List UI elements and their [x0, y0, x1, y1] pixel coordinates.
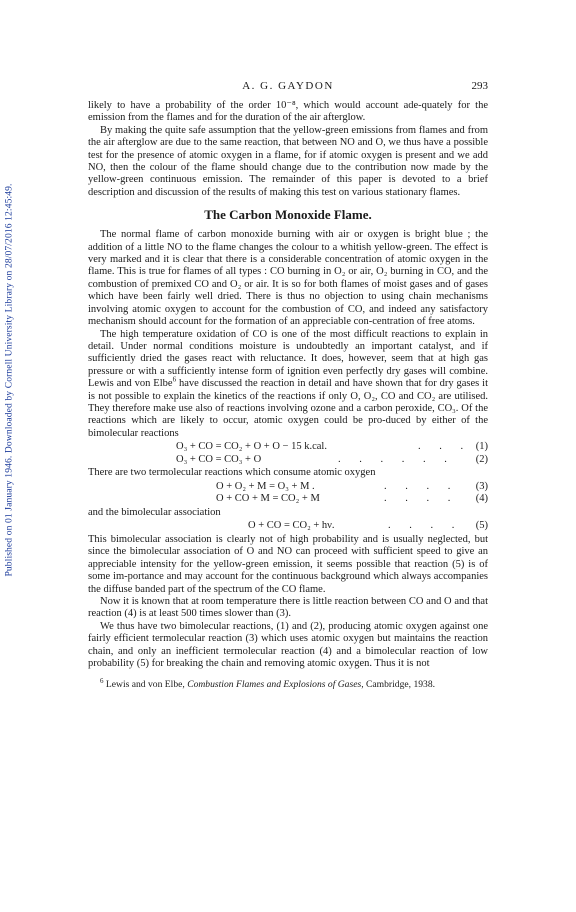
paragraph: By making the quite safe assumption that the yellow-green emissions from flames and from the air afterglow are due to the same reaction, that between NO and O, we thus have a possible test for the presence of atomic oxygen in a flame, for if atomic oxygen is present and we add NO, then the colour of the flame should change due to the contribution now made by the yellow-green continuous emission. The remainder of this paper is devoted to a brief description and discussion of the results of making this test on various stationary flames. [88, 124, 488, 198]
equation [88, 441, 488, 454]
running-head-author: A. G. GAYDON [242, 80, 334, 92]
footnote-marker: 6 [100, 677, 104, 686]
paragraph-text: have discussed the reaction in detail and have shown that for dry gases it is not possible to explain the kinetics of the reactions if only O, O₂, CO and CO₂ are utilised. They therefore make use also of reactions involving ozone and a carbon peroxide, CO₃. Of the reactions which are likely to occur, atomic oxygen could be pro-duced by either of the bimolecular reactions [88, 378, 488, 439]
download-notice-text: Published on 01 January 1946. Downloaded by Cornell University Library on 28/07/2016 12:45:49. [3, 183, 15, 577]
equation-leader: . . . . [384, 480, 459, 492]
equation-number: (2) [475, 453, 488, 465]
equation-leader: . . . . . . [338, 453, 455, 465]
equation-group [88, 441, 488, 466]
equation-leader: . . . [418, 441, 472, 453]
equation-formula: O + CO + M = CO₂ + M [216, 493, 320, 505]
paragraph: likely to have a probability of the order 10⁻⁸, which would account ade-quately for the emission from the flames and for the duration of the air afterglow. [88, 100, 488, 124]
download-notice [2, 120, 16, 640]
equation-number: (3) [475, 480, 488, 492]
equation [88, 454, 488, 467]
footnote-rest: Cambridge, 1938. [366, 679, 436, 691]
paragraph: There are two termolecular reactions which consume atomic oxygen [88, 467, 376, 479]
paragraph: This bimolecular association is clearly not of high probability and is usually neglected, but since the bimolecular association of O and NO can proceed with sufficient speed to give an appreciable intensity for the yellow-green emission, it seems possible that reaction (5) is of some im-portance and may account for the continuous background which always accompanies the diffuse banded part of the spectrum of the CO flame. [88, 533, 488, 595]
paper-page [88, 80, 488, 691]
footnote [88, 676, 488, 691]
footnote-authors: Lewis and von Elbe, [105, 679, 185, 691]
paragraph: The normal flame of carbon monoxide burning with air or oxygen is bright blue ; the addition of a little NO to the flame changes the colour to a whitish yellow-green. The effect is very marked and it is clear that there is a considerable concentration of atomic oxygen in the flame. This is true for flames of all types : CO burning in O₂ or air, O₂ burning in CO, and the combustion of premixed CO and O₂ or air. It is so for both flames of moist gases and of gases which have been fairly well dried. There is thus no objection to using chain mechanisms involving atomic oxygen to account for the combustion of CO, and indeed any satisfactory mechanism should account for the formation of an appreciable con-centration of free atoms. [88, 229, 488, 328]
equation-group [88, 520, 488, 533]
equation-formula: O + CO = CO₂ + hν. [248, 520, 335, 532]
footnote-ref: 6 [172, 375, 177, 384]
paragraph: We thus have two bimolecular reactions, (1) and (2), producing atomic oxygen against one fairly efficient termolecular reaction (3) which uses atomic oxygen but maintains the reaction chain, and only an inefficient termolecular reaction (4) and a bimolecular reaction of low probability (5) for breaking the chain and removing atomic oxygen. Thus it is not [88, 620, 488, 669]
footnote-title: Combustion Flames and Explosions of Gases, [187, 679, 364, 691]
equation-number: (1) [475, 441, 488, 453]
section-title: The Carbon Monoxide Flame. [204, 207, 372, 223]
equation [88, 520, 488, 533]
equation-formula: O + O₂ + M = O₃ + M . [216, 480, 315, 492]
paragraph: and the bimolecular association [88, 506, 221, 518]
paragraph [88, 329, 488, 441]
paragraph-text: The high temperature oxidation of CO is one of the most difficult reactions to explain in detail. Under normal conditions moisture is undoubtedly an important catalyst, and if sufficiently dried the gases react with reluctance. It does, however, seem that at high gas pressure or with a sufficiently intense form of ignition even perfectly dry gases will combine. Lewis and von Elbe [88, 328, 488, 390]
equation [88, 481, 488, 494]
equation-formula: O₃ + CO = CO₃ + O [176, 453, 262, 465]
page-number: 293 [471, 80, 488, 92]
equation-number: (5) [475, 520, 488, 532]
paragraph: Now it is known that at room temperature there is little reaction between CO and O and that reaction (4) is at least 500 times slower than (3). [88, 595, 488, 620]
running-head [88, 80, 488, 100]
equation-number: (4) [475, 493, 488, 505]
equation-leader: . . . . [384, 493, 459, 505]
equation-leader: . . . . [388, 520, 463, 532]
equation-formula: O₃ + CO = CO₂ + O + O − 15 k.cal. [176, 441, 327, 453]
equation [88, 493, 488, 506]
equation-group [88, 481, 488, 506]
